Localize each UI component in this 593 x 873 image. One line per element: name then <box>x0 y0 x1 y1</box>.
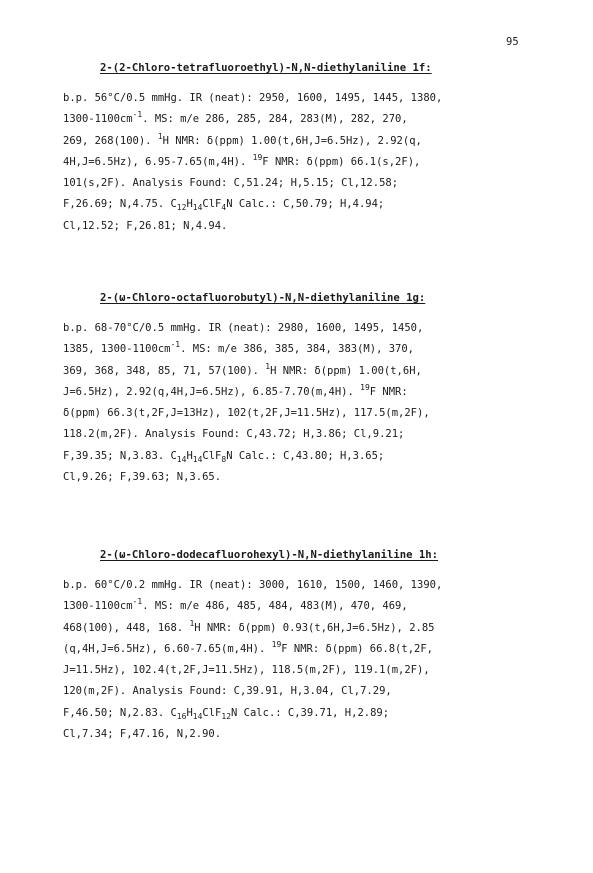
text-segment: ClF <box>202 198 222 211</box>
compound-data-lines <box>63 575 563 745</box>
text-segment: b.p. 56°C/0.5 mmHg. IR (neat): 2950, 1600, 1495, 1445, 1380, <box>63 92 443 104</box>
page-number: 95 <box>506 36 519 48</box>
text-segment: H NMR: δ(ppm) 0.93(t,6H,J=6.5Hz), 2.85 <box>194 621 435 634</box>
text-segment: N Calc.: C,43.80; H,3.65; <box>226 449 385 462</box>
superscript: 19 <box>360 382 370 392</box>
text-segment: F,46.50; N,2.83. C <box>63 706 177 719</box>
superscript: -1 <box>132 110 143 120</box>
text-line <box>63 361 563 382</box>
text-line <box>63 403 563 424</box>
text-segment: F NMR: δ(ppm) 66.1(s,2F), <box>262 155 421 168</box>
text-line <box>63 596 563 617</box>
compound-title: 2-(ω-Chloro-octafluorobutyl)-N,N-diethylaniline 1g: <box>100 292 426 304</box>
text-line <box>63 88 563 109</box>
text-segment: F,39.35; N,3.83. C <box>63 449 177 462</box>
text-segment: F NMR: <box>369 385 408 398</box>
text-segment: Cl,12.52; F,26.81; N,4.94. <box>63 219 228 232</box>
text-segment: Cl,9.26; F,39.63; N,3.65. <box>63 471 222 484</box>
text-segment: b.p. 60°C/0.2 mmHg. IR (neat): 3000, 1610, 1500, 1460, 1390, <box>63 579 443 591</box>
text-segment: J=11.5Hz), 102.4(t,2F,J=11.5Hz), 118.5(m,2F), 119.1(m,2F), <box>63 664 430 677</box>
text-line <box>63 703 563 724</box>
text-line <box>63 216 563 237</box>
text-line <box>63 382 563 403</box>
subscript: 16 <box>176 711 187 721</box>
text-segment: 120(m,2F). Analysis Found: C,39.91, H,3.04, Cl,7.29, <box>63 685 392 698</box>
text-segment: b.p. 68-70°C/0.5 mmHg. IR (neat): 2980, 1600, 1495, 1450, <box>63 322 424 334</box>
text-line <box>63 109 563 130</box>
compound-1h-section <box>63 549 563 745</box>
superscript: 1 <box>265 361 271 371</box>
compound-title: 2-(ω-Chloro-dodecafluorohexyl)-N,N-diethylaniline 1h: <box>100 549 439 561</box>
text-segment: 468(100), 448, 168. <box>63 621 190 634</box>
text-segment: 4H,J=6.5Hz), 6.95-7.65(m,4H). <box>63 155 253 168</box>
text-segment: H <box>186 198 193 211</box>
text-segment: 101(s,2F). Analysis Found: C,51.24; H,5.15; Cl,12.58; <box>63 177 399 190</box>
text-segment: H NMR: δ(ppm) 1.00(t,6H,J=6.5Hz), 2.92(q, <box>162 134 422 147</box>
text-segment: ClF <box>202 706 222 719</box>
subscript: 14 <box>192 203 203 213</box>
text-segment: ClF <box>202 449 222 462</box>
superscript: -1 <box>170 340 181 350</box>
superscript: -1 <box>132 597 143 607</box>
text-line <box>63 131 563 152</box>
subscript: 8 <box>221 454 227 464</box>
compound-data-lines <box>63 88 563 237</box>
text-segment: (q,4H,J=6.5Hz), 6.60-7.65(m,4H). <box>63 642 272 655</box>
text-line <box>63 618 563 639</box>
text-segment: H <box>186 449 193 462</box>
text-segment: J=6.5Hz), 2.92(q,4H,J=6.5Hz), 6.85-7.70(m,4H). <box>63 385 361 398</box>
subscript: 14 <box>192 711 203 721</box>
text-line <box>63 575 563 596</box>
text-segment: . MS: m/e 386, 385, 384, 383(M), 370, <box>180 343 415 356</box>
text-segment: F NMR: δ(ppm) 66.8(t,2F, <box>281 642 433 655</box>
superscript: 1 <box>189 618 195 628</box>
text-segment: 369, 368, 348, 85, 71, 57(100). <box>63 364 266 377</box>
text-line <box>63 467 563 488</box>
compound-data-lines <box>63 318 563 488</box>
text-line <box>63 681 563 702</box>
subscript: 4 <box>221 203 227 213</box>
text-segment: δ(ppm) 66.3(t,2F,J=13Hz), 102(t,2F,J=11.5Hz), 117.5(m,2F), <box>63 407 430 420</box>
text-segment: Cl,7.34; F,47.16, N,2.90. <box>63 728 222 741</box>
text-line <box>63 639 563 660</box>
subscript: 12 <box>221 711 232 721</box>
text-line <box>63 173 563 194</box>
text-segment: 1300-1100cm <box>63 113 133 126</box>
text-segment: F,26.69; N,4.75. C <box>63 198 177 211</box>
compound-1f-section <box>63 62 563 237</box>
superscript: 19 <box>271 639 282 649</box>
text-line <box>63 660 563 681</box>
subscript: 14 <box>176 454 187 464</box>
text-segment: . MS: m/e 486, 485, 484, 483(M), 470, 469, <box>142 600 408 613</box>
subscript: 14 <box>192 454 203 464</box>
text-line <box>63 424 563 445</box>
text-segment: . MS: m/e 286, 285, 284, 283(M), 282, 270, <box>142 113 408 126</box>
text-line <box>63 152 563 173</box>
text-segment: 1300-1100cm <box>63 600 133 613</box>
text-segment: 1385, 1300-1100cm <box>63 343 171 356</box>
text-segment: N Calc.: C,39.71, H,2.89; <box>231 706 390 719</box>
text-line <box>63 446 563 467</box>
text-segment: 269, 268(100). <box>63 134 158 147</box>
text-line <box>63 194 563 215</box>
text-segment: 118.2(m,2F). Analysis Found: C,43.72; H,3.86; Cl,9.21; <box>63 428 405 441</box>
text-segment: H <box>186 706 193 719</box>
compound-title: 2-(2-Chloro-tetrafluoroethyl)-N,N-diethylaniline 1f: <box>100 62 432 74</box>
subscript: 12 <box>176 203 187 213</box>
text-segment: H NMR: δ(ppm) 1.00(t,6H, <box>270 364 422 377</box>
superscript: 19 <box>252 152 263 162</box>
text-line <box>63 339 563 360</box>
compound-1g-section <box>63 292 563 488</box>
text-segment: N Calc.: C,50.79; H,4.94; <box>226 198 385 211</box>
text-line <box>63 724 563 745</box>
superscript: 1 <box>157 131 163 141</box>
text-line <box>63 318 563 339</box>
